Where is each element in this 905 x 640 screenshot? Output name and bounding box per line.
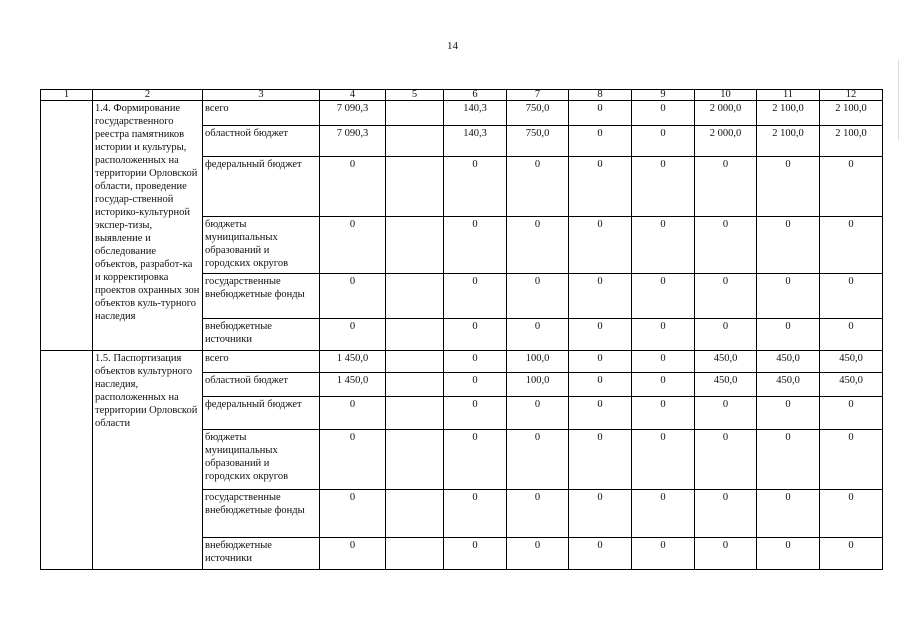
amount-cell: 0 — [320, 430, 386, 490]
amount-cell: 0 — [320, 538, 386, 570]
amount-cell: 0 — [569, 274, 632, 319]
activity-title: 1.5. Паспортизация объектов культурного наследия, расположенных на территории Орловской области — [93, 351, 203, 570]
amount-cell: 0 — [632, 538, 695, 570]
amount-cell: 0 — [695, 397, 757, 430]
funding-source: бюджеты муниципальных образований и городских округов — [203, 430, 320, 490]
amount-cell: 450,0 — [695, 351, 757, 373]
funding-source: федеральный бюджет — [203, 397, 320, 430]
amount-cell: 0 — [820, 274, 883, 319]
amount-cell: 0 — [820, 490, 883, 538]
amount-cell: 0 — [757, 538, 820, 570]
column-header: 3 — [203, 90, 320, 101]
amount-cell: 0 — [757, 490, 820, 538]
amount-cell: 0 — [444, 490, 507, 538]
amount-cell: 0 — [632, 319, 695, 351]
column-header: 4 — [320, 90, 386, 101]
amount-cell: 0 — [507, 217, 569, 274]
amount-cell: 0 — [569, 157, 632, 217]
amount-cell: 0 — [444, 274, 507, 319]
amount-cell: 0 — [820, 397, 883, 430]
amount-cell: 0 — [632, 490, 695, 538]
amount-cell: 0 — [507, 274, 569, 319]
row-number-cell — [41, 351, 93, 570]
amount-cell: 0 — [632, 157, 695, 217]
column-header: 6 — [444, 90, 507, 101]
amount-cell: 0 — [820, 157, 883, 217]
column-header: 9 — [632, 90, 695, 101]
amount-cell: 0 — [320, 490, 386, 538]
column-header: 8 — [569, 90, 632, 101]
amount-cell: 0 — [569, 538, 632, 570]
amount-cell: 750,0 — [507, 101, 569, 126]
amount-cell: 0 — [695, 490, 757, 538]
amount-cell: 0 — [632, 126, 695, 157]
amount-cell: 0 — [757, 157, 820, 217]
amount-cell: 0 — [444, 319, 507, 351]
amount-cell: 2 100,0 — [820, 126, 883, 157]
amount-cell: 0 — [820, 538, 883, 570]
amount-cell: 0 — [444, 217, 507, 274]
scan-margin-mark — [898, 60, 899, 140]
amount-cell — [386, 217, 444, 274]
amount-cell: 0 — [507, 430, 569, 490]
amount-cell: 1 450,0 — [320, 373, 386, 397]
amount-cell: 0 — [757, 274, 820, 319]
amount-cell: 0 — [569, 373, 632, 397]
amount-cell — [386, 101, 444, 126]
amount-cell: 450,0 — [757, 351, 820, 373]
funding-source: внебюджетные источники — [203, 538, 320, 570]
amount-cell: 0 — [757, 217, 820, 274]
column-header: 2 — [93, 90, 203, 101]
amount-cell: 0 — [569, 351, 632, 373]
amount-cell: 0 — [507, 319, 569, 351]
amount-cell: 100,0 — [507, 373, 569, 397]
column-header: 12 — [820, 90, 883, 101]
amount-cell — [386, 157, 444, 217]
amount-cell: 0 — [444, 157, 507, 217]
amount-cell: 0 — [569, 319, 632, 351]
amount-cell: 0 — [444, 430, 507, 490]
amount-cell — [386, 538, 444, 570]
amount-cell — [386, 490, 444, 538]
amount-cell: 7 090,3 — [320, 126, 386, 157]
amount-cell: 0 — [507, 490, 569, 538]
amount-cell: 140,3 — [444, 126, 507, 157]
amount-cell: 0 — [695, 430, 757, 490]
amount-cell: 750,0 — [507, 126, 569, 157]
amount-cell: 0 — [569, 101, 632, 126]
amount-cell: 0 — [444, 538, 507, 570]
amount-cell: 100,0 — [507, 351, 569, 373]
amount-cell: 0 — [444, 373, 507, 397]
amount-cell: 450,0 — [820, 351, 883, 373]
amount-cell — [386, 430, 444, 490]
amount-cell: 0 — [757, 397, 820, 430]
amount-cell: 0 — [320, 397, 386, 430]
amount-cell: 0 — [569, 397, 632, 430]
amount-cell: 0 — [507, 397, 569, 430]
funding-source: государственные внебюджетные фонды — [203, 274, 320, 319]
amount-cell: 0 — [569, 490, 632, 538]
amount-cell: 140,3 — [444, 101, 507, 126]
amount-cell: 0 — [695, 157, 757, 217]
table-row — [41, 351, 883, 373]
activity-title: 1.4. Формирование государственного реестра памятников истории и культуры, расположенных на территории Орловской области, проведение государ-ственной историко-культурной экспер-тизы, выявление и обследование объектов, разработ-ка и корректировка проектов охранных зон объектов куль-турного наследия — [93, 101, 203, 351]
amount-cell: 0 — [695, 538, 757, 570]
amount-cell: 0 — [695, 319, 757, 351]
amount-cell: 0 — [757, 430, 820, 490]
funding-source: областной бюджет — [203, 373, 320, 397]
amount-cell: 0 — [632, 217, 695, 274]
budget-table — [40, 89, 883, 570]
amount-cell: 0 — [695, 274, 757, 319]
amount-cell — [386, 126, 444, 157]
row-number-cell — [41, 101, 93, 351]
amount-cell: 2 100,0 — [757, 126, 820, 157]
amount-cell: 7 090,3 — [320, 101, 386, 126]
amount-cell: 2 000,0 — [695, 101, 757, 126]
funding-source: всего — [203, 351, 320, 373]
column-header: 11 — [757, 90, 820, 101]
amount-cell: 450,0 — [820, 373, 883, 397]
amount-cell: 0 — [569, 217, 632, 274]
amount-cell: 0 — [632, 397, 695, 430]
amount-cell — [386, 397, 444, 430]
amount-cell: 2 100,0 — [757, 101, 820, 126]
amount-cell: 450,0 — [695, 373, 757, 397]
amount-cell — [386, 351, 444, 373]
amount-cell: 0 — [320, 319, 386, 351]
amount-cell: 0 — [507, 538, 569, 570]
amount-cell: 0 — [820, 217, 883, 274]
column-header: 5 — [386, 90, 444, 101]
amount-cell: 0 — [444, 351, 507, 373]
amount-cell — [386, 319, 444, 351]
funding-source: областной бюджет — [203, 126, 320, 157]
column-header: 1 — [41, 90, 93, 101]
amount-cell: 0 — [757, 319, 820, 351]
amount-cell: 0 — [695, 217, 757, 274]
funding-source: всего — [203, 101, 320, 126]
amount-cell: 450,0 — [757, 373, 820, 397]
amount-cell: 0 — [632, 101, 695, 126]
amount-cell: 0 — [320, 274, 386, 319]
amount-cell: 0 — [632, 430, 695, 490]
amount-cell: 0 — [820, 319, 883, 351]
funding-source: федеральный бюджет — [203, 157, 320, 217]
column-header: 10 — [695, 90, 757, 101]
amount-cell: 0 — [632, 351, 695, 373]
amount-cell: 2 000,0 — [695, 126, 757, 157]
amount-cell: 0 — [569, 126, 632, 157]
amount-cell: 0 — [507, 157, 569, 217]
table-body — [41, 101, 883, 570]
amount-cell: 0 — [320, 217, 386, 274]
amount-cell — [386, 373, 444, 397]
funding-source: внебюджетные источники — [203, 319, 320, 351]
amount-cell: 0 — [320, 157, 386, 217]
header-row — [41, 90, 883, 101]
page-number: 14 — [447, 40, 458, 52]
amount-cell: 0 — [632, 373, 695, 397]
amount-cell: 0 — [569, 430, 632, 490]
table-row — [41, 101, 883, 126]
amount-cell: 0 — [444, 397, 507, 430]
amount-cell: 1 450,0 — [320, 351, 386, 373]
funding-source: бюджеты муниципальных образований и городских округов — [203, 217, 320, 274]
amount-cell: 2 100,0 — [820, 101, 883, 126]
column-header: 7 — [507, 90, 569, 101]
amount-cell: 0 — [820, 430, 883, 490]
amount-cell — [386, 274, 444, 319]
funding-source: государственные внебюджетные фонды — [203, 490, 320, 538]
amount-cell: 0 — [632, 274, 695, 319]
